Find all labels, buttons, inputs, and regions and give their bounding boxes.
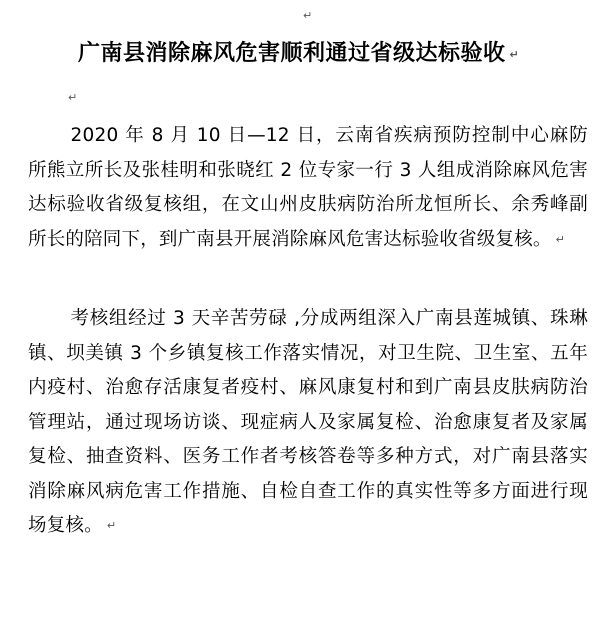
- document-title: [78, 40, 598, 69]
- blank-line-paragraph-mark: ↵: [68, 91, 78, 104]
- paragraph-2-text: 考核组经过 3 天辛苦劳碌 ,分成两组深入广南县莲城镇、珠琳镇、坝美镇 3 个乡镇复核工作落实情况，对卫生院、卫生室、五年内疫村、治愈存活康复者疫村、麻风康复村和到广南县皮肤病防治管理站，通过现场访谈、现症病人及家属复检、治愈康复者及家属复检、抽查资料、医务工作者考核答卷等多种方式，对广南县落实消除麻风病危害工作措施、自检自查工作的真实性等多方面进行现场复核。: [28, 308, 588, 536]
- paragraph-2-mark: ↵: [106, 519, 117, 532]
- body-paragraph-1: [28, 119, 588, 257]
- body-paragraph-2: [28, 302, 588, 544]
- paragraph-1-mark: ↵: [555, 232, 566, 246]
- title-paragraph-mark: ↵: [509, 48, 520, 61]
- paragraph-1-text: 2020 年 8 月 10 日—12 日，云南省疾病预防控制中心麻防所熊立所长及张桂明和张晓红 2 位专家一行 3 人组成消除麻风危害达标验收省级复核组，在文山州皮肤病防治所龙恒所长、余秀峰副所长的陪同下，到广南县开展消除麻风危害达标验收省级复核。: [28, 125, 588, 250]
- top-paragraph-mark: ↵: [303, 9, 313, 22]
- title-text: 广南县消除麻风危害顺利通过省级达标验收: [78, 41, 506, 66]
